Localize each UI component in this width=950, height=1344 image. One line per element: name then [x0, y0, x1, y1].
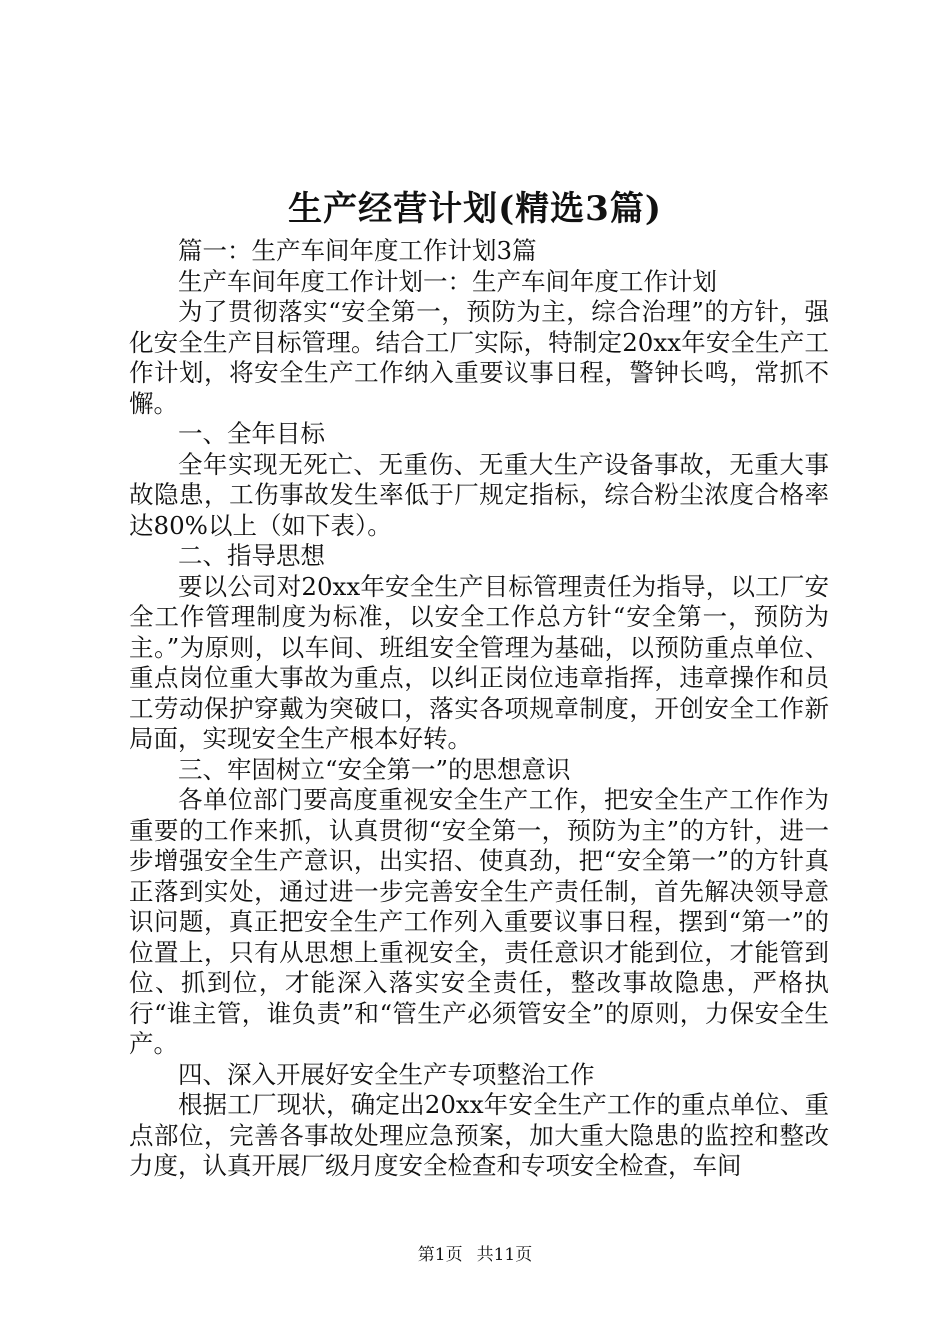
paragraph-plan-heading: 生产车间年度工作计划一：生产车间年度工作计划: [178, 266, 717, 296]
paragraph-safety-first: 各单位部门要高度重视安全生产工作，把安全生产工作作为重要的工作来抓，认真贯彻“安全第一，预防为主”的方针，进一步增强安全生产意识，出实招、使真劲，把“安全第一”的方针真正落到实处，通过进一步完善安全生产责任制，首先解决领导意识问题，真正把安全生产工作列入重要议事日程，摆到“第一”的位置上，只有从思想上重视安全，责任意识才能到位，才能管到位、抓到位，才能深入落实安全责任，整改事故隐患，严格执行“谁主管，谁负责”和“管生产必须管安全”的原则，力保安全生产。: [129, 785, 829, 1058]
page-footer: [0, 1243, 950, 1267]
heading-annual-goal: 一、全年目标: [178, 419, 325, 448]
heading-safety-first: 三、牢固树立“安全第一”的思想意识: [178, 754, 571, 784]
heading-special-rectification: 四、深入开展好安全生产专项整治工作: [178, 1059, 595, 1089]
page-total: 共11页: [476, 1245, 533, 1265]
paragraph-annual-goal: 全年实现无死亡、无重伤、无重大生产设备事故，无重大事故隐患，工伤事故发生率低于厂规定指标，综合粉尘浓度合格率达80%以上（如下表）。: [129, 449, 829, 540]
heading-guiding-ideology: 二、指导思想: [178, 541, 325, 570]
paragraph-section-heading: 篇一：生产车间年度工作计划3篇: [178, 236, 537, 265]
paragraph-special-rectification: 根据工厂现状，确定出20xx年安全生产工作的重点单位、重点部位，完善各事故处理应急预案，加大重大隐患的监控和整改力度，认真开展厂级月度安全检查和专项安全检查，车间: [129, 1090, 829, 1180]
paragraph-intro: 为了贯彻落实“安全第一，预防为主，综合治理”的方针，强化安全生产目标管理。结合工厂实际，特制定20xx年安全生产工作计划，将安全生产工作纳入重要议事日程，警钟长鸣，常抓不懈。: [129, 297, 829, 418]
document-title: 生产经营计划(精选3篇): [288, 189, 662, 229]
paragraph-guiding-ideology: 要以公司对20xx年安全生产目标管理责任为指导，以工厂安全工作管理制度为标准，以安全工作总方针“安全第一，预防为主。”为原则，以车间、班组安全管理为基础，以预防重点单位、重点岗位重大事故为重点，以纠正岗位违章指挥，违章操作和员工劳动保护穿戴为突破口，落实各项规章制度，开创安全工作新局面，实现安全生产根本好转。: [129, 571, 829, 753]
page-number: 第1页: [417, 1245, 463, 1265]
document-body: [129, 236, 829, 1182]
